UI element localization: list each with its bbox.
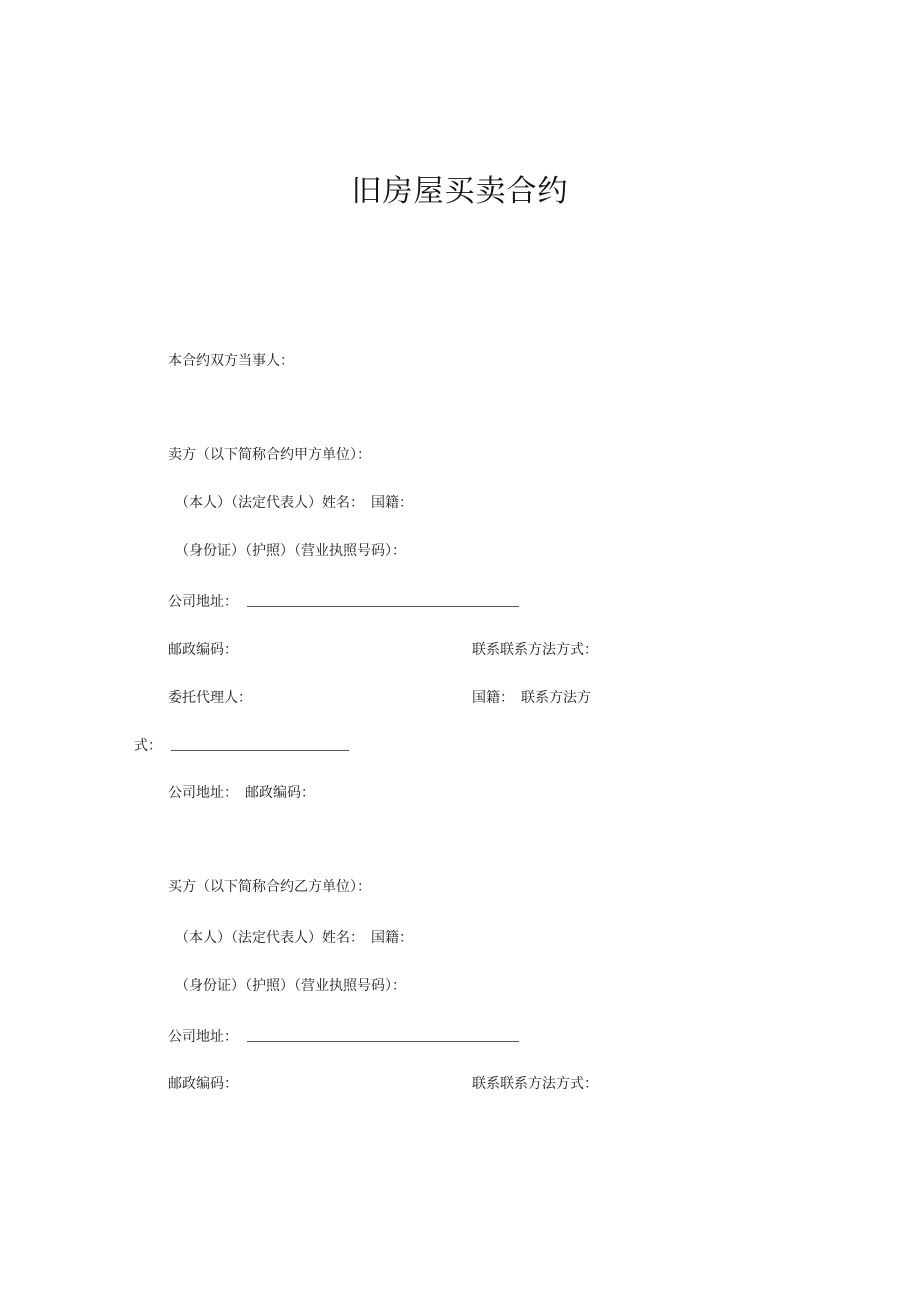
seller-address-label: 公司地址：: [168, 594, 238, 610]
buyer-address-label: 公司地址：: [168, 1029, 238, 1045]
seller-id-line: （身份证）（护照）（营业执照号码）：: [175, 543, 406, 559]
seller-agent-contact-cont: 式：: [134, 738, 162, 754]
buyer-address-blank: [247, 1041, 519, 1042]
document-title: 旧房屋买卖合约: [351, 174, 569, 209]
buyer-postal-label: 邮政编码：: [168, 1076, 238, 1092]
seller-agent-address-postal: 公司地址： 邮政编码：: [168, 785, 315, 801]
seller-agent-contact-blank: [171, 750, 349, 751]
seller-agent-label: 委托代理人：: [168, 690, 252, 706]
buyer-id-line: （身份证）（护照）（营业执照号码）：: [175, 978, 406, 994]
seller-heading: 卖方（以下简称合约甲方单位）：: [168, 447, 371, 463]
buyer-contact-label: 联系联系方法方式：: [472, 1076, 598, 1092]
seller-postal-label: 邮政编码：: [168, 642, 238, 658]
seller-address-blank: [247, 606, 519, 607]
intro-text: 本合约双方当事人：: [168, 353, 294, 369]
seller-agent-nationality-contact: 国籍： 联系方法方: [472, 690, 591, 706]
buyer-name-line: （本人）（法定代表人）姓名： 国籍：: [175, 930, 413, 946]
seller-contact-label: 联系联系方法方式：: [472, 642, 598, 658]
buyer-heading: 买方（以下简称合约乙方单位）：: [168, 879, 371, 895]
seller-name-line: （本人）（法定代表人）姓名： 国籍：: [175, 495, 413, 511]
